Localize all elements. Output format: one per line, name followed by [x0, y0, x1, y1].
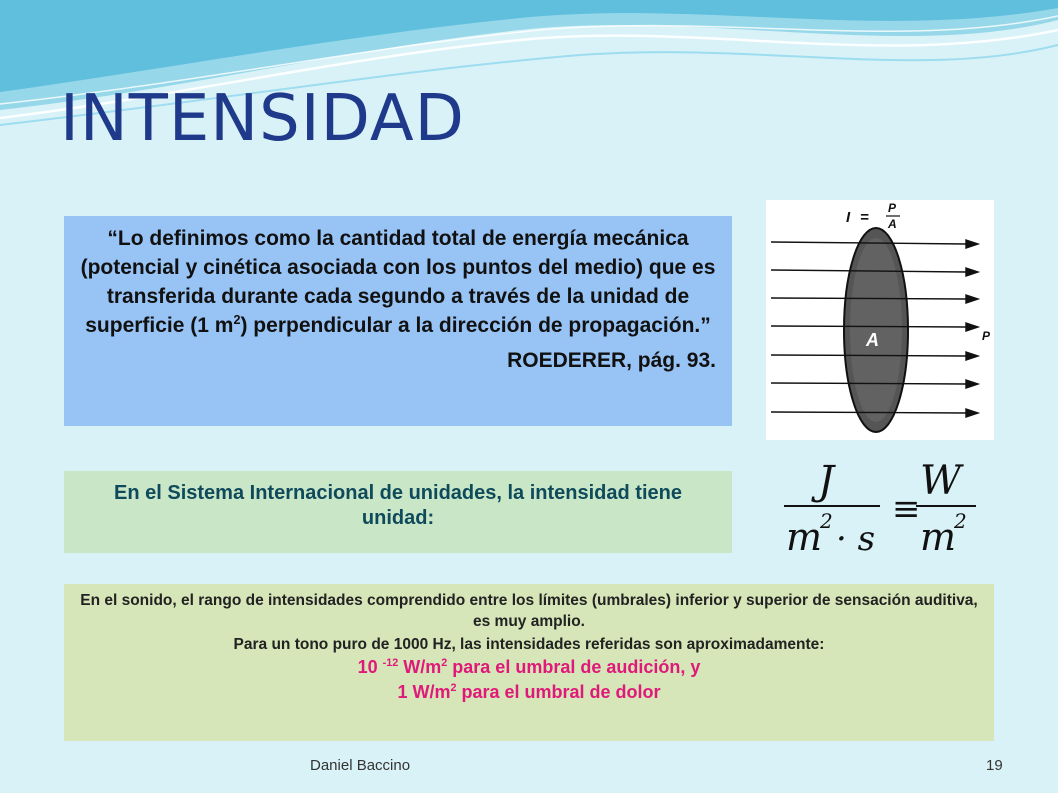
sound-range-box — [64, 584, 994, 741]
formula-w: W — [920, 458, 962, 504]
diagram-power-label: P — [982, 329, 991, 343]
si-units-text: En el Sistema Internacional de unidades, la intensidad tiene unidad: — [114, 482, 682, 529]
formula-s: · s — [836, 519, 876, 558]
formula-exp-left: 2 — [820, 509, 833, 533]
page-number: 19 — [986, 757, 1003, 774]
footer-author: Daniel Baccino — [310, 757, 411, 774]
intensity-diagram — [766, 200, 994, 440]
sound-line-1: En el sonido, el rango de intensidades comprendido entre los límites (umbrales) inferior y superior de sensación auditiva, es muy amplio. — [80, 592, 978, 630]
diagram-formula-eq: = — [860, 209, 869, 226]
quote-author: ROEDERER, pág. 93. — [507, 349, 716, 372]
formula-j: J — [818, 458, 835, 504]
formula-exp-right: 2 — [954, 509, 967, 533]
slide-title: INTENSIDAD — [60, 82, 465, 156]
definition-quote-box — [64, 216, 732, 426]
diagram-formula-p: P — [888, 201, 897, 215]
formula-m-left: m — [786, 515, 823, 558]
sound-line-2: Para un tono puro de 1000 Hz, las intensidades referidas son aproximadamente: — [233, 636, 825, 653]
diagram-area-label: A — [866, 330, 879, 350]
threshold-hearing: 10 $^{-12}$ $W/m^2$ para el umbral de audición, y — [357, 657, 701, 677]
units-formula — [770, 458, 990, 558]
diagram-formula-i: I — [846, 209, 851, 226]
formula-m-right: m — [920, 515, 957, 558]
quote-text: “Lo definimos como la cantidad total de energía mecánica (potencial y cinética asociada con los puntos del medio) que es transferida durante cada segundo a través de la unidad de superficie (1 $m^2$) perpendicular a la dirección de propagación.” — [80, 227, 716, 337]
diagram-formula-a: A — [888, 217, 897, 231]
si-units-box — [64, 471, 732, 553]
formula-equiv: ≡ — [892, 489, 921, 529]
threshold-pain: 1 $W/m^2$ para el umbral de dolor — [397, 682, 661, 702]
